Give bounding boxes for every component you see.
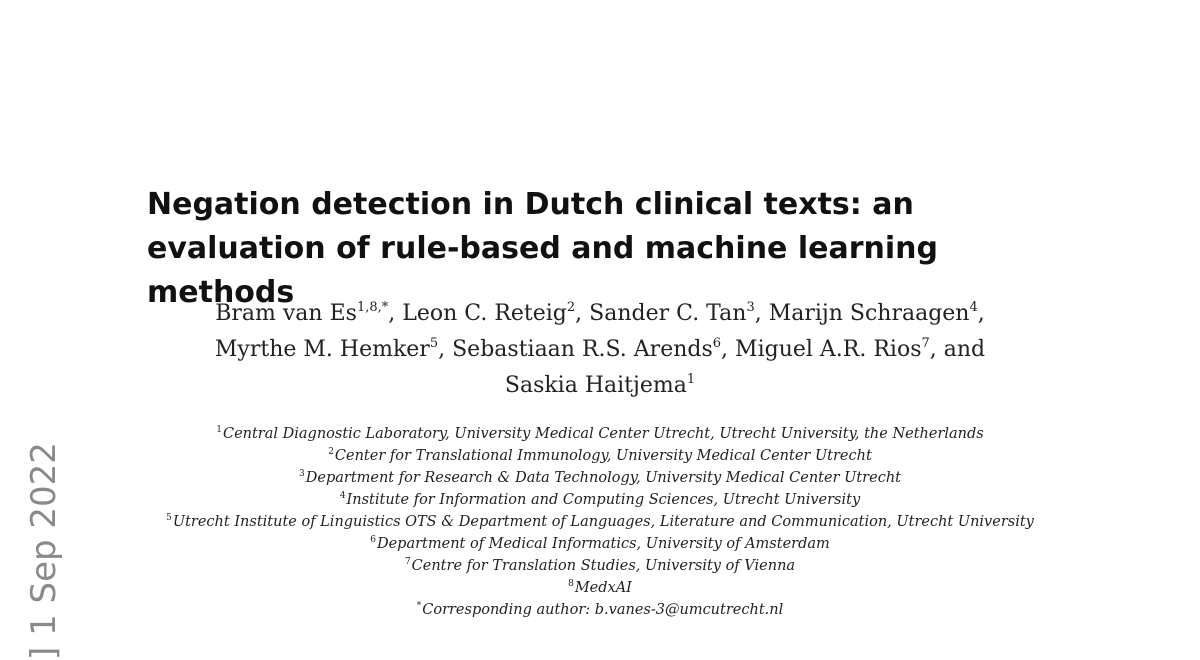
author-affil-mark: 6 xyxy=(712,336,722,351)
affiliation-text: Utrecht Institute of Linguistics OTS & Department of Languages, Literature and Communication, Utrecht University xyxy=(172,514,1034,530)
author-line-1 xyxy=(100,296,1100,332)
affiliation-mark: 1 xyxy=(216,425,222,435)
author-line-2 xyxy=(100,332,1100,368)
affiliation-mark: * xyxy=(416,601,422,611)
author-affil-mark: 7 xyxy=(921,336,930,351)
author-separator: , xyxy=(438,337,453,362)
author-affil-mark: 2 xyxy=(566,300,576,315)
affiliation-text: Centre for Translation Studies, University of Vienna xyxy=(411,558,796,574)
author-list xyxy=(100,296,1100,404)
affiliation xyxy=(150,555,1050,577)
affiliation-text: Department of Medical Informatics, University of Amsterdam xyxy=(376,536,830,552)
affiliation xyxy=(150,533,1050,555)
arxiv-date-stamp: ] 1 Sep 2022 xyxy=(24,442,64,660)
author-affil-mark: 1 xyxy=(686,372,696,387)
author-name: Sebastiaan R.S. Arends xyxy=(452,337,713,362)
author-affil-mark: 4 xyxy=(969,300,978,315)
affiliation-mark: 8 xyxy=(568,579,574,589)
author-affil-mark: 1,8,* xyxy=(356,300,389,315)
affiliation-text: Center for Translational Immunology, University Medical Center Utrecht xyxy=(334,448,872,464)
affiliation-text: Central Diagnostic Laboratory, University Medical Center Utrecht, Utrecht University, the Netherlands xyxy=(222,426,984,442)
author-affil-mark: 3 xyxy=(746,300,755,315)
affiliation xyxy=(150,423,1050,445)
author-affil-mark: 5 xyxy=(429,336,439,351)
affiliation-mark: 6 xyxy=(370,535,376,545)
affiliation-text: Department for Research & Data Technology, University Medical Center Utrecht xyxy=(305,470,901,486)
affiliation-mark: 2 xyxy=(328,447,334,457)
author-separator: , xyxy=(575,301,590,326)
affiliation xyxy=(150,577,1050,599)
affiliation-text: MedxAI xyxy=(574,580,632,596)
author-line-3 xyxy=(100,368,1100,404)
affiliation-text: Institute for Information and Computing Sciences, Utrecht University xyxy=(346,492,861,508)
author-name: Myrthe M. Hemker xyxy=(214,337,430,362)
author-separator: , and xyxy=(929,337,986,362)
affiliation xyxy=(150,445,1050,467)
affiliation-mark: 7 xyxy=(404,557,411,567)
paper-title: Negation detection in Dutch clinical texts: an evaluation of rule-based and machine learning methods xyxy=(147,187,938,310)
corresponding-author xyxy=(150,599,1050,621)
affiliation xyxy=(150,511,1050,533)
author-name: Saskia Haitjema xyxy=(504,373,687,398)
affiliation xyxy=(150,467,1050,489)
author-name: Bram van Es xyxy=(215,301,357,326)
author-separator: , xyxy=(721,337,736,362)
affiliation-mark: 5 xyxy=(166,513,172,523)
affiliation-list xyxy=(150,423,1050,621)
affiliation-mark: 4 xyxy=(339,491,346,501)
author-name: Marijn Schraagen xyxy=(768,301,970,326)
affiliation xyxy=(150,489,1050,511)
author-name: Leon C. Reteig xyxy=(402,301,567,326)
affiliation-mark: 3 xyxy=(299,469,305,479)
author-separator: , xyxy=(977,301,985,326)
author-separator: , xyxy=(754,301,769,326)
affiliation-text: Corresponding author: b.vanes-3@umcutrecht.nl xyxy=(422,602,784,618)
author-name: Sander C. Tan xyxy=(589,301,747,326)
author-name: Miguel A.R. Rios xyxy=(735,337,922,362)
author-separator: , xyxy=(388,301,403,326)
